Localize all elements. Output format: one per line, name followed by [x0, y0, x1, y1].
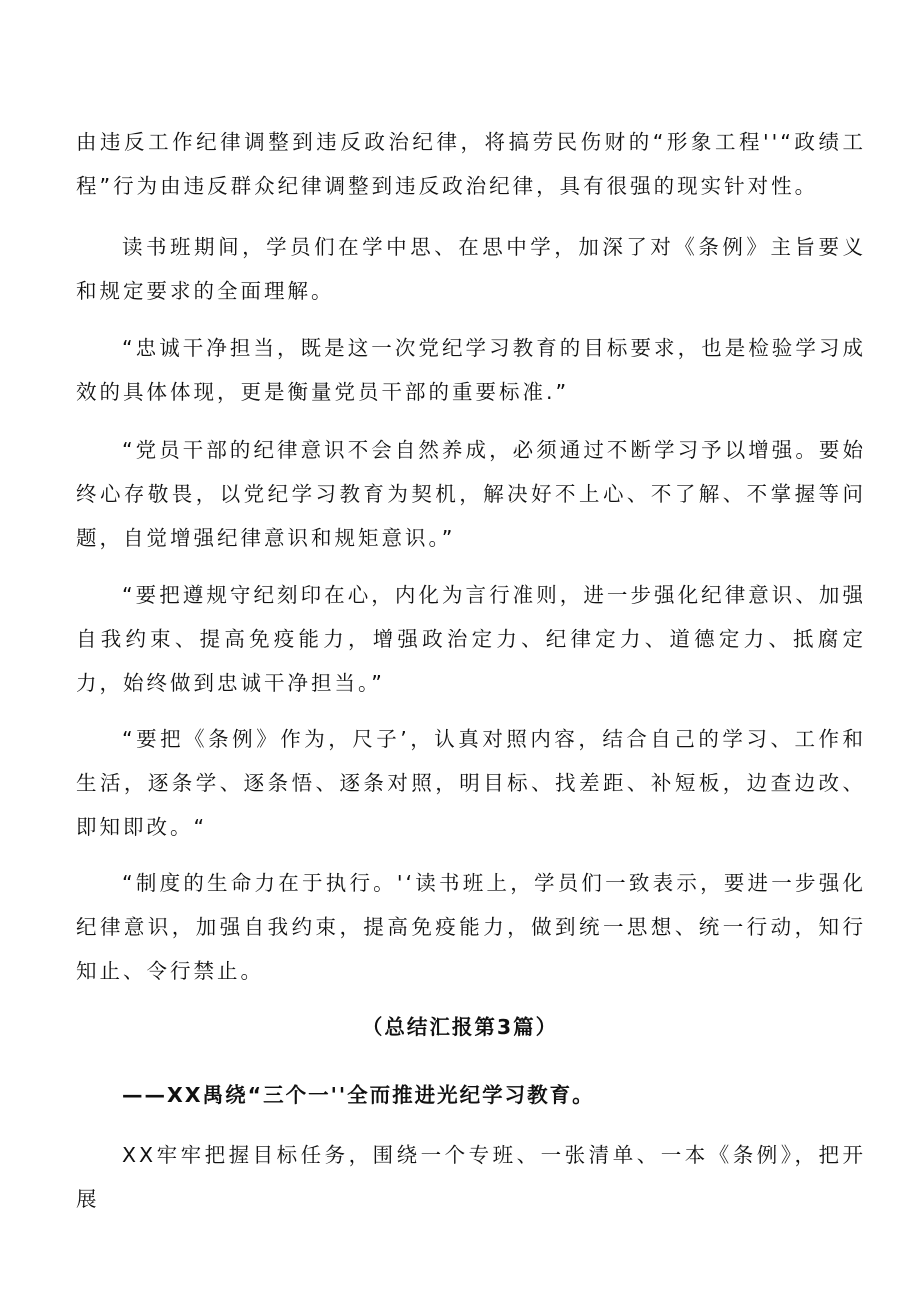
paragraph-quote: “党员干部的纪律意识不会自然养成，必须通过不断学习予以增强。要始终心存敬畏，以党纪学习教育为契机，解决好不上心、不了解、不掌握等问题，自觉增强纪律意识和规矩意识。” — [76, 438, 866, 550]
paragraph-quote: “制度的生命力在于执行。'‘读书班上，学员们一致表示，要进一步强化纪律意识，加强自我约束，提高免疫能力，做到统一思想、统一行动，知行知止、令行禁止。 — [76, 871, 866, 983]
paragraph-quote: “要把遵规守纪刻印在心，内化为言行准则，进一步强化纪律意识、加强自我约束、提高免疫能力，增强政治定力、纪律定力、道德定力、抵腐定力，始终做到忠诚干净担当。” — [76, 583, 866, 695]
paragraph-continuation: 由违反工作纪律调整到违反政治纪律，将搞劳民伤财的“形象工程''“政绩工程”行为由违反群众纪律调整到违反政治纪律，具有很强的现实针对性。 — [76, 130, 866, 198]
section-subtitle: ——XX禺绕“三个一''全而推进光纪学习教育。 — [122, 1083, 595, 1107]
paragraph: 读书班期间，学员们在学中思、在思中学，加深了对《条例》主旨要义和规定要求的全面理解。 — [76, 235, 866, 303]
paragraph-quote: “忠诚干净担当，既是这一次党纪学习教育的目标要求，也是检验学习成效的具体体现，更是衡量党员干部的重要标准.” — [76, 336, 866, 404]
paragraph-quote: “要把《条例》作为，尺子’，认真对照内容，结合自己的学习、工作和生活，逐条学、逐条悟、逐条对照，明目标、找差距、补短板，边查边改、即知即改。“ — [76, 727, 866, 839]
section-first-paragraph: XX牢牢把握目标任务，围绕一个专班、一张清单、一本《条例》，把开展 — [76, 1143, 866, 1211]
section-heading: （总结汇报第3篇） — [361, 1015, 559, 1039]
